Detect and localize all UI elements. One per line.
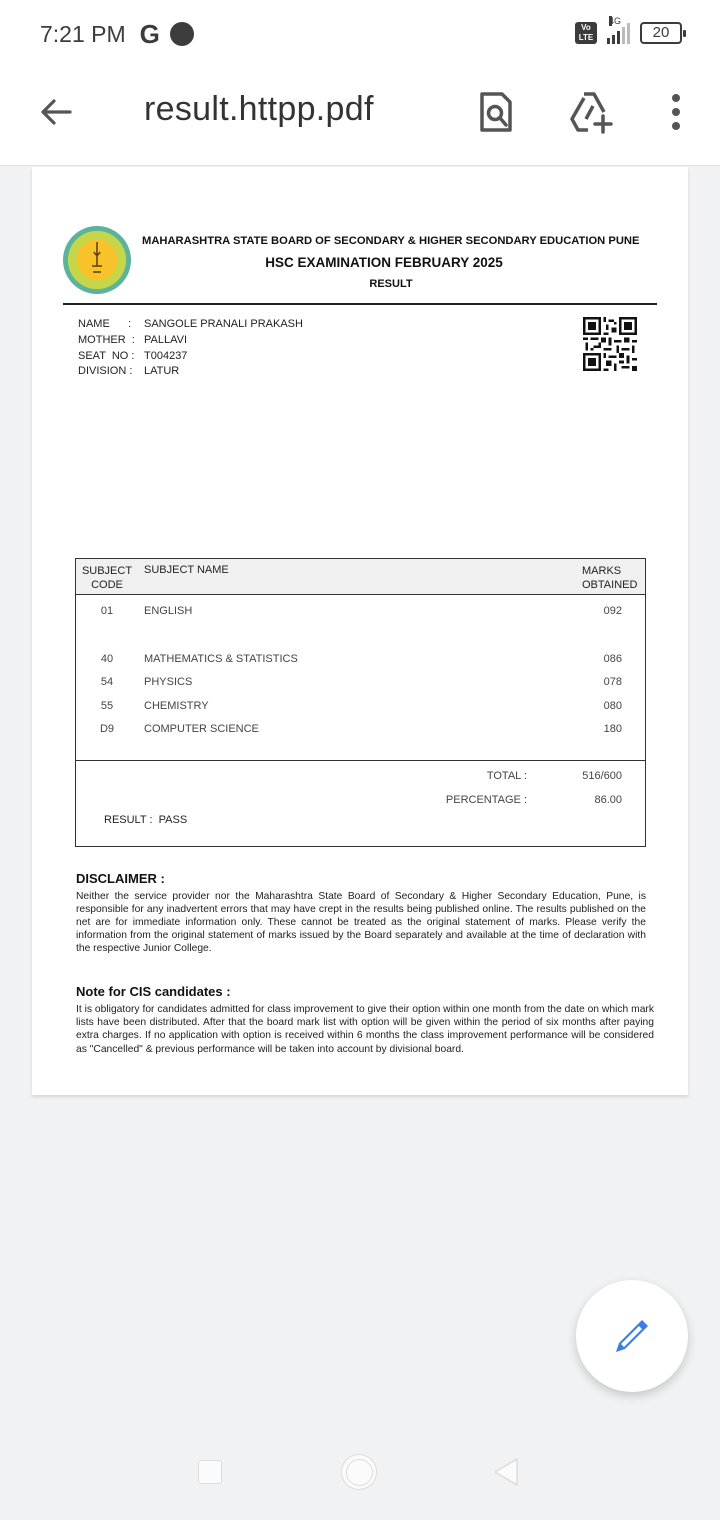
result-label: RESULT : bbox=[104, 814, 153, 826]
info-row-division bbox=[78, 364, 303, 380]
info-row-name bbox=[78, 317, 303, 333]
total-label: TOTAL : bbox=[486, 770, 527, 782]
back-arrow-icon bbox=[34, 90, 78, 134]
disclaimer-text: Neither the service provider nor the Maharashtra State Board of Secondary & Higher Secondary Education, Pune, is responsible for any inadvertent errors that may have crept in the results being published online. The results published on the net are for immediate information only. These cannot be treated as the original statement of marks. Please verify the information from the original statement of marks issued by the Board separately and available at the time of declaration with the respective Junior College. bbox=[76, 891, 646, 954]
percentage-value: 86.00 bbox=[594, 794, 622, 806]
mother-name: PALLAVI bbox=[144, 333, 188, 346]
header-subject-code: SUBJECT CODE bbox=[81, 565, 133, 591]
recents-square-icon[interactable] bbox=[198, 1460, 222, 1484]
table-header bbox=[76, 559, 645, 595]
qr-code bbox=[583, 317, 637, 371]
google-icon: G bbox=[139, 18, 160, 49]
table-row bbox=[76, 723, 645, 741]
subject-code: 55 bbox=[100, 700, 114, 712]
cis-note-text: It is obligatory for candidates admitted for class improvement to give their option within one month from the date on which mark lists have been distributed. After that the board mark list with option will be given within the period of six months after paying extra charges. If no application with option is received within 6 months the class improvement performance will be considered as "Cancelled" & previous performance will be taken into account by divisional board. bbox=[76, 1004, 654, 1055]
more-vert-icon bbox=[660, 88, 692, 136]
cis-note-title: Note for CIS candidates : bbox=[76, 984, 231, 999]
phone-call-icon bbox=[170, 22, 194, 46]
table-row bbox=[76, 605, 645, 623]
table-row bbox=[76, 700, 645, 718]
battery-icon bbox=[640, 22, 682, 44]
system-nav-bar bbox=[0, 1437, 720, 1520]
result-status bbox=[104, 814, 187, 826]
table-row bbox=[76, 653, 645, 671]
header-subject-name: SUBJECT NAME bbox=[144, 564, 229, 576]
subject-marks: 080 bbox=[603, 700, 622, 712]
result-heading: RESULT bbox=[369, 278, 413, 290]
info-label: DIVISION : bbox=[78, 365, 133, 378]
network-type: 4G bbox=[609, 16, 622, 26]
subject-name: MATHEMATICS & STATISTICS bbox=[144, 653, 298, 665]
subject-marks: 180 bbox=[603, 723, 622, 735]
info-label: SEAT NO : bbox=[78, 349, 135, 362]
back-button[interactable] bbox=[34, 90, 78, 134]
subject-name: CHEMISTRY bbox=[144, 700, 209, 712]
disclaimer-title: DISCLAIMER : bbox=[76, 871, 165, 886]
edit-pencil-icon bbox=[612, 1316, 652, 1356]
home-circle-icon[interactable] bbox=[341, 1454, 377, 1490]
subject-name: PHYSICS bbox=[144, 676, 193, 688]
app-bar bbox=[0, 68, 720, 166]
subject-name: COMPUTER SCIENCE bbox=[144, 723, 259, 735]
edit-fab-button[interactable] bbox=[576, 1280, 688, 1392]
signal-icon bbox=[607, 16, 630, 44]
more-options-button[interactable] bbox=[660, 88, 708, 136]
info-row-seat bbox=[78, 349, 303, 365]
percentage-label: PERCENTAGE : bbox=[445, 794, 527, 806]
subject-code: D9 bbox=[99, 723, 115, 735]
info-label: MOTHER : bbox=[78, 333, 135, 346]
total-value: 516/600 bbox=[582, 770, 622, 782]
status-bar bbox=[0, 0, 720, 68]
subject-code: 54 bbox=[100, 676, 114, 688]
seat-number: T004237 bbox=[144, 349, 188, 362]
volte-icon: Vo LTE bbox=[575, 22, 597, 44]
board-name: MAHARASHTRA STATE BOARD OF SECONDARY & HIGHER SECONDARY EDUCATION PUNE bbox=[142, 235, 640, 247]
add-to-drive-icon bbox=[566, 88, 614, 136]
back-triangle-icon[interactable] bbox=[492, 1457, 520, 1487]
student-info bbox=[78, 317, 303, 380]
find-in-document-button[interactable] bbox=[472, 88, 520, 136]
subject-code: 01 bbox=[100, 605, 114, 617]
battery-level: 20 bbox=[652, 24, 670, 41]
add-to-drive-button[interactable] bbox=[566, 88, 614, 136]
header-divider bbox=[63, 303, 657, 305]
info-label: NAME : bbox=[78, 318, 132, 330]
search-document-icon bbox=[472, 88, 520, 136]
info-row-mother bbox=[78, 333, 303, 349]
subject-marks: 086 bbox=[603, 653, 622, 665]
division: LATUR bbox=[144, 365, 180, 378]
result-value: PASS bbox=[158, 814, 188, 826]
subject-marks: 078 bbox=[603, 676, 622, 688]
subject-marks: 092 bbox=[603, 605, 622, 617]
status-indicators bbox=[575, 16, 682, 44]
exam-title: HSC EXAMINATION FEBRUARY 2025 bbox=[265, 255, 503, 270]
student-name: SANGOLE PRANALI PRAKASH bbox=[144, 318, 303, 330]
subject-code: 40 bbox=[100, 653, 114, 665]
header-marks-obtained: MARKS OBTAINED bbox=[582, 565, 638, 591]
pdf-page[interactable] bbox=[32, 167, 688, 1095]
status-time: 7:21 PM bbox=[40, 20, 126, 47]
document-title: result.httpp.pdf bbox=[144, 90, 374, 128]
subject-name: ENGLISH bbox=[144, 605, 193, 617]
table-row bbox=[76, 676, 645, 694]
summary-divider bbox=[76, 760, 645, 761]
marks-table bbox=[75, 558, 646, 847]
